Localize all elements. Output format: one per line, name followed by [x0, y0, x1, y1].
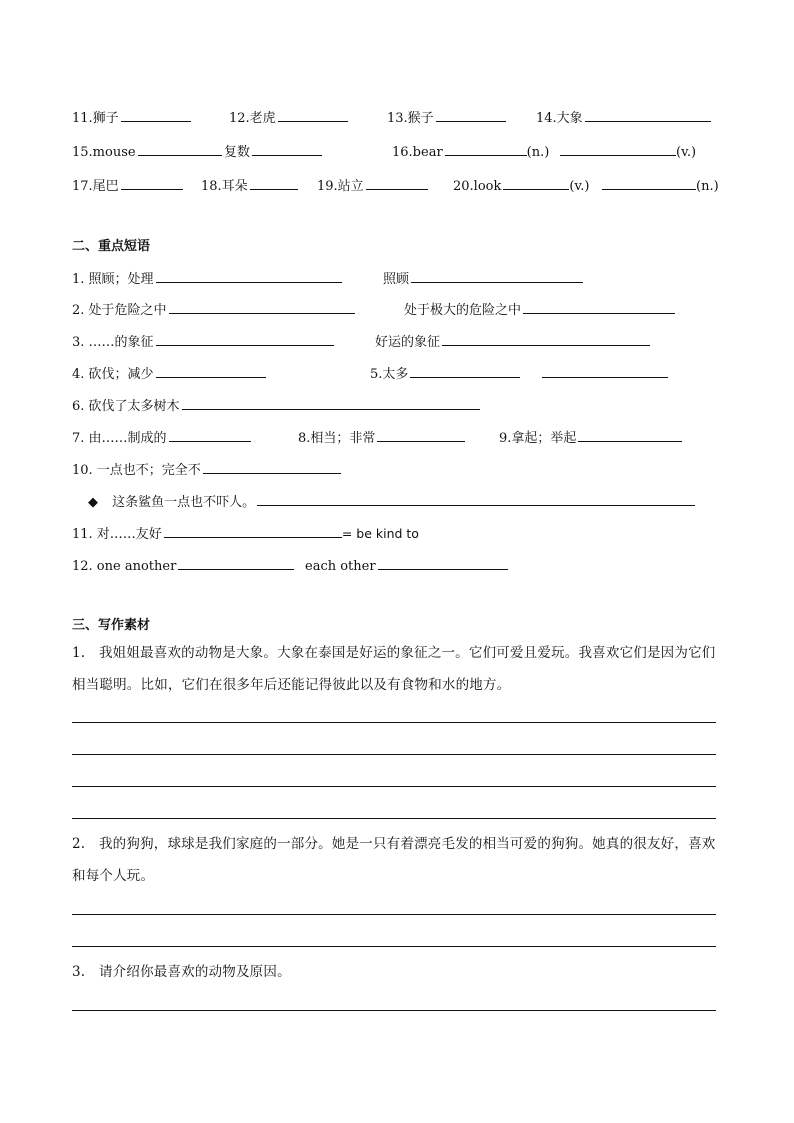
pos-label: (n.) [526, 145, 550, 160]
phrase-8 [298, 427, 465, 446]
answer-blank[interactable] [169, 299, 355, 314]
vocab-item-14 [536, 107, 711, 126]
phrase-label: 处于极大的危险之中 [404, 303, 522, 318]
writing-line[interactable] [72, 786, 716, 787]
phrase-label: 7. 由……制成的 [72, 431, 167, 446]
answer-blank[interactable] [585, 107, 711, 122]
equivalent-text: = be kind to [341, 526, 419, 541]
vocab-label: 复数 [224, 145, 251, 160]
phrase-label: 照顾 [383, 272, 410, 287]
vocab-item-15 [72, 141, 222, 160]
vocab-item-11 [72, 107, 191, 126]
writing-line[interactable] [72, 1010, 716, 1011]
answer-blank[interactable] [203, 459, 341, 474]
answer-blank[interactable] [178, 555, 294, 570]
answer-blank[interactable] [138, 141, 222, 156]
answer-blank[interactable] [445, 141, 527, 156]
writing-line[interactable] [72, 722, 716, 723]
phrase-label: each other [305, 559, 376, 574]
vocab-item-12 [229, 107, 348, 126]
writing-line[interactable] [72, 914, 716, 915]
phrase-label: 6. 砍伐了太多树木 [72, 399, 180, 414]
section-title-phrases: 二、重点短语 [72, 239, 151, 254]
vocab-label: 14.大象 [536, 111, 583, 126]
phrase-9 [499, 427, 682, 446]
writing-prompt-1: 1. 我姐姐最喜欢的动物是大象。大象在泰国是好运的象征之一。它们可爱且爱玩。我喜欢它们是因为它们相当聪明。比如，它们在很多年后还能记得彼此以及有食物和水的地方。 [72, 645, 716, 693]
answer-blank[interactable] [602, 175, 696, 190]
phrase-3 [72, 331, 334, 350]
writing-prompt-2: 2. 我的狗狗，球球是我们家庭的一部分。她是一只有着漂亮毛发的相当可爱的狗狗。她真的很友好，喜欢和每个人玩。 [72, 836, 716, 884]
phrase-label: 9.拿起；举起 [499, 431, 577, 446]
phrase-label: 1. 照顾；处理 [72, 272, 154, 287]
writing-line[interactable] [72, 754, 716, 755]
writing-prompt-3: 3. 请介绍你最喜欢的动物及原因。 [72, 964, 291, 980]
answer-blank[interactable] [523, 299, 675, 314]
phrase-4 [72, 363, 266, 382]
answer-blank[interactable] [366, 175, 428, 190]
phrase-2b [404, 299, 675, 318]
example-sentence [88, 491, 695, 510]
answer-blank[interactable] [182, 395, 480, 410]
answer-blank[interactable] [121, 175, 183, 190]
pos-label: (v.) [676, 145, 697, 160]
answer-blank[interactable] [156, 268, 342, 283]
vocab-label: 12.老虎 [229, 111, 276, 126]
answer-blank[interactable] [378, 555, 508, 570]
phrase-12b [305, 555, 508, 574]
writing-line[interactable] [72, 818, 716, 819]
pos-label: (v.) [569, 179, 590, 194]
vocab-label: 20.look [453, 179, 502, 194]
vocab-label: 18.耳朵 [201, 179, 248, 194]
answer-blank[interactable] [436, 107, 506, 122]
vocab-item-16-verb [558, 141, 696, 160]
phrase-5b [540, 363, 668, 382]
phrase-11 [72, 523, 419, 542]
phrase-label: 11. 对……友好 [72, 527, 162, 542]
answer-blank[interactable] [156, 363, 266, 378]
answer-blank[interactable] [411, 268, 583, 283]
vocab-item-13 [387, 107, 506, 126]
answer-blank[interactable] [164, 523, 342, 538]
answer-blank[interactable] [542, 363, 668, 378]
answer-blank[interactable] [257, 491, 695, 506]
phrase-12 [72, 555, 294, 574]
phrase-6 [72, 395, 480, 414]
vocab-label: 11.狮子 [72, 111, 119, 126]
answer-blank[interactable] [410, 363, 520, 378]
vocab-item-20-noun [600, 175, 719, 194]
vocab-label: 17.尾巴 [72, 179, 119, 194]
phrase-label: 10. 一点也不；完全不 [72, 463, 201, 478]
phrase-label: 好运的象征 [375, 335, 441, 350]
vocab-item-15-plural [224, 141, 322, 160]
answer-blank[interactable] [560, 141, 676, 156]
vocab-item-18 [201, 175, 298, 194]
vocab-item-16 [392, 141, 549, 160]
phrase-label: 3. ……的象征 [72, 335, 154, 350]
vocab-item-17 [72, 175, 183, 194]
vocab-label: 19.站立 [317, 179, 364, 194]
example-text: 这条鲨鱼一点也不吓人。 [112, 495, 256, 510]
answer-blank[interactable] [169, 427, 251, 442]
answer-blank[interactable] [121, 107, 191, 122]
answer-blank[interactable] [578, 427, 682, 442]
answer-blank[interactable] [156, 331, 334, 346]
vocab-item-20 [453, 175, 589, 194]
answer-blank[interactable] [503, 175, 569, 190]
bullet-icon: ◆ [88, 495, 98, 510]
phrase-10 [72, 459, 341, 478]
phrase-3b [375, 331, 650, 350]
phrase-label: 4. 砍伐；减少 [72, 367, 154, 382]
answer-blank[interactable] [442, 331, 650, 346]
phrase-2 [72, 299, 355, 318]
phrase-label: 8.相当；非常 [298, 431, 376, 446]
answer-blank[interactable] [278, 107, 348, 122]
phrase-label: 5.太多 [370, 367, 409, 382]
answer-blank[interactable] [252, 141, 322, 156]
phrase-label: 2. 处于危险之中 [72, 303, 167, 318]
vocab-label: 13.猴子 [387, 111, 434, 126]
vocab-label: 16.bear [392, 145, 443, 160]
phrase-1b [383, 268, 583, 287]
writing-line[interactable] [72, 946, 716, 947]
phrase-5 [370, 363, 520, 382]
phrase-label: 12. one another [72, 559, 177, 574]
vocab-label: 15.mouse [72, 145, 136, 160]
pos-label: (n.) [696, 179, 719, 194]
answer-blank[interactable] [377, 427, 465, 442]
phrase-7 [72, 427, 251, 446]
section-title-writing: 三、写作素材 [72, 618, 151, 633]
answer-blank[interactable] [250, 175, 298, 190]
phrase-1 [72, 268, 342, 287]
vocab-item-19 [317, 175, 428, 194]
